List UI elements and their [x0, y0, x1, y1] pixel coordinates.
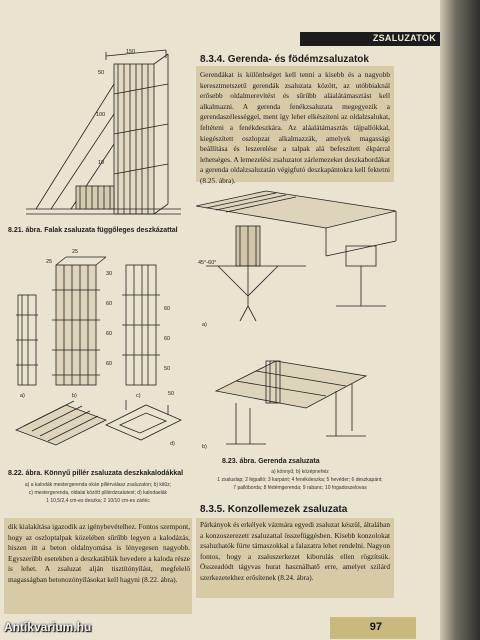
section-title-8-3-5: 8.3.5. Konzollemezek zsaluzata [200, 504, 348, 515]
dim-50: 50 [98, 70, 105, 76]
figure-8-23-beam-formwork [196, 186, 416, 454]
section-8-3-4-body: Gerendákat is különbséget kell tenni a kisebb és a nagyobb keresztmetszetű gerendák zsaluzata között, az utóbbiaknál erősebb oldalmerevítést és sűrűbb aláalátámasztást kell alkalmazni. A gerenda fenékzsaluzata megegyezik a gerendaszélességgel, ment így lehet elkészíteni az oldalzsalukat, feltéteni a fenékdeszkára. Az aláalátámasztás tájpallókkal, kiegészített oszlopzat alkalmazzák, amelyek magassági beállítása és leszerelése a talpak alá befeszített ékpárral lehetséges. A lemezelési zsaluzatot zárlemezeket deszkabordákat a gerenda oldalzsaluzatán végigfutó deszkapántokra kell fektetni (8.25. ábra). [200, 70, 390, 185]
angle-label: 45°-60° [198, 260, 217, 266]
label-a: a) [20, 393, 25, 399]
book-spine-edge [440, 0, 480, 640]
legend-line: 1 zsaluslap; 2 fejpalló; 3 karpánt; 4 fenékdeszka; 5 hevéder; 6 deszkapánt; [217, 477, 383, 483]
legend-line: c) mestergerenda, oldalai között pillérdzsalutest; d) kalodaelák [28, 490, 168, 496]
pillar-formwork-drawing [6, 245, 192, 457]
figure-8-21-wall-formwork [6, 44, 196, 224]
page-number: 97 [369, 621, 382, 633]
dim-50-b: 50 [168, 391, 175, 397]
dim-60-c: 60 [106, 361, 113, 367]
figure-8-23-legend [200, 468, 400, 492]
dim-150: 150 [126, 49, 136, 55]
label-d: d) [170, 441, 175, 447]
figure-8-23-caption: 8.23. ábra. Gerenda zsaluzata [222, 458, 320, 465]
dim-50-a: 50 [164, 366, 171, 372]
section-header-bar [300, 32, 440, 46]
dim-30: 30 [106, 271, 113, 277]
page-number-bar [330, 617, 416, 639]
figure-8-22-caption: 8.22. ábra. Könnyű pillér zsaluzata deszkakalodákkal [8, 470, 184, 477]
dim-60-e: 60 [164, 336, 171, 342]
dim-25-top: 25 [72, 249, 79, 255]
dim-100: 100 [96, 112, 106, 118]
legend-line: 1 10,5/2,4 cm-es deszka; 2 10/10 cm-es zárléc [46, 498, 150, 504]
figure-8-22-legend [8, 481, 188, 505]
label-b: b) [72, 393, 77, 399]
label-c: c) [136, 393, 141, 399]
figure-8-21-caption: 8.21. ábra. Falak zsaluzata függőleges deszkázattal [8, 227, 178, 234]
running-header: ZSALUZATOK [372, 33, 436, 43]
label-a: a) [202, 322, 207, 328]
dim-25-left: 25 [46, 259, 53, 265]
figure-8-22-pillar-formwork [6, 245, 192, 457]
wall-formwork-drawing [6, 44, 196, 224]
legend-line: a) a kalodák mestergerenda okán pillérválasz zsaluzaton; b) kitűz; [24, 482, 172, 488]
legend-line: a) könnyű; b) középnehéz [271, 469, 329, 475]
dim-60-d: 60 [164, 306, 171, 312]
dim-60-a: 60 [106, 301, 113, 307]
beam-formwork-drawing [196, 186, 416, 454]
label-b: b) [202, 444, 207, 450]
section-title-8-3-4: 8.3.4. Gerenda- és födémzsaluzatok [200, 54, 369, 65]
left-column-body: dik kialakítása igazodik az igénybevételhez. Fontos szempont, hogy az oszloptalpak közelében sűrűbb legyen a kalodázás, hiszen itt a beton oldalnyomása is lényegesen nagyobb. Egyszerűbb esetekben a deszkatáblák hevedere a kaloda része is lehet. A zsaluzat alján tisztítónyílást, megfelelő magasságban betonozónyílásokat kell hagyni (8.22. ábra). [8, 522, 190, 584]
dim-10: 10 [98, 160, 105, 166]
legend-line: 7 pallóborda; 8 fédémgerenda; 9 rabanc; 10 fogadoszelovas [233, 485, 367, 491]
dim-60-b: 60 [106, 331, 113, 337]
watermark: Antikvarium.hu [4, 620, 92, 634]
section-8-3-5-body: Párkányok és erkélyek vázmára egyedi zsaluzat készül, általában a konzoszerezett zsaluzattal összefüggésben. Kisebb konzolokat zsaluzhatók fürte támaszokkal a falazatra lehet rendelni. Nagyon fontos, hogy a zsaluszerkezet kiborulás ellen rögzítsük. Összeadódt tágyvas hurat használhatő erre, amelyet szilárd szerkezetekhez erősítenek (8.24. ábra). [200, 520, 390, 582]
